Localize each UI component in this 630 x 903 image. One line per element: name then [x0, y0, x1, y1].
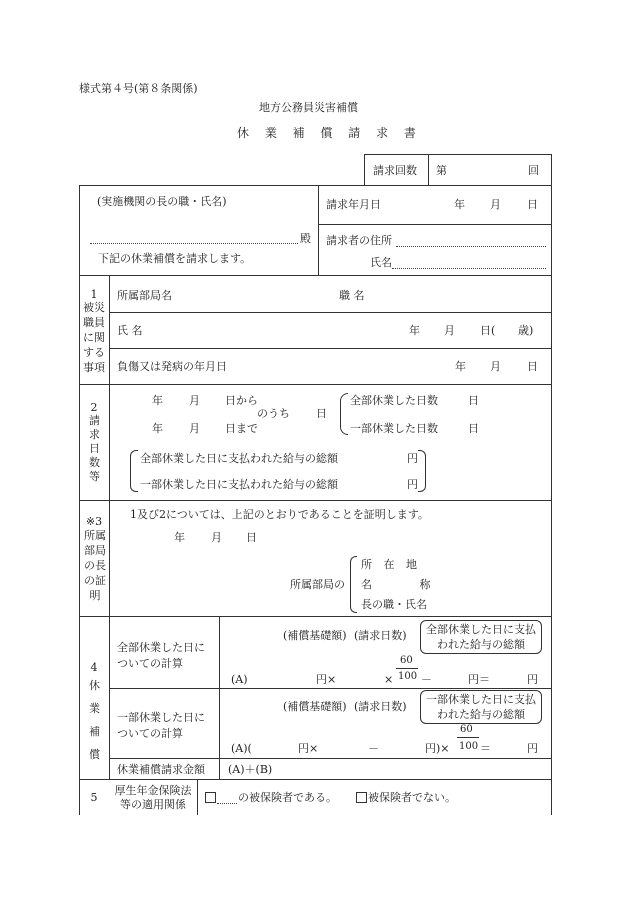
sec1-num: 1 — [90, 288, 98, 301]
to-year: 年 — [152, 422, 163, 435]
partial-a-open: (A)( — [231, 742, 252, 755]
from-month: 月 — [189, 394, 200, 407]
full-yen-x: 円× — [316, 673, 337, 686]
insurance-type-field[interactable] — [217, 803, 237, 804]
injury-date-label: 負傷又は発病の年月日 — [117, 360, 227, 373]
partial-minus: － — [368, 742, 379, 755]
cert-head: 長の職・氏名 — [361, 598, 427, 611]
requester-address-label: 請求者の住所 — [326, 234, 392, 247]
uchi-label: のうち — [257, 407, 290, 420]
full-num60: 60 — [400, 655, 413, 666]
from-year: 年 — [152, 394, 163, 407]
full-pay-yen: 円 — [407, 452, 418, 465]
sec2-title: 請求日数等 — [89, 414, 100, 483]
request-date-month: 月 — [490, 198, 501, 211]
form-number: 様式第４号(第８条関係) — [79, 82, 198, 95]
certification-text: 1及び2については、上記のとおりであることを証明します。 — [130, 508, 429, 521]
partial-yen: 円 — [527, 742, 538, 755]
injury-month: 月 — [490, 360, 501, 373]
cert-year: 年 — [174, 531, 185, 544]
partial-eq: ＝ — [480, 742, 491, 755]
request-count-label: 請求回数 — [373, 164, 417, 177]
full-x: × — [384, 673, 394, 686]
birth-year: 年 — [409, 324, 420, 337]
not-insured-label: 被保険者でない。 — [368, 791, 456, 804]
partial-pay-box: 一部休業した日に支払われた給与の総額 — [426, 693, 536, 721]
request-date-label: 請求年月日 — [326, 198, 381, 211]
request-date-day: 日 — [527, 198, 538, 211]
requester-name-field[interactable] — [392, 268, 546, 269]
full-den100: 100 — [398, 671, 418, 682]
sec4-num: 4 — [90, 661, 98, 674]
request-count-dai: 第 — [436, 164, 447, 177]
sec3-num: ※3 — [85, 515, 103, 528]
full-yen-eq: 円＝ — [468, 673, 490, 686]
victim-name-label: 氏 名 — [117, 324, 143, 337]
cert-day: 日 — [246, 531, 257, 544]
partial-num60: 60 — [460, 724, 473, 735]
insured-label: の被保険者である。 — [238, 791, 337, 804]
insured-checkbox[interactable] — [205, 792, 216, 803]
partial-yen-x: 円× — [298, 742, 319, 755]
cert-address: 所 在 地 — [361, 558, 421, 571]
statement: 下記の休業補償を請求します。 — [98, 252, 252, 265]
sec1-title: 被災職員に関する事項 — [83, 301, 105, 374]
partial-calc-label: 一部休業した日についての計算 — [117, 711, 205, 740]
requester-name-label: 氏名 — [370, 256, 392, 269]
cert-month: 月 — [211, 531, 222, 544]
requester-address-field[interactable] — [396, 246, 546, 247]
injury-year: 年 — [455, 360, 466, 373]
position-label: 職 名 — [339, 289, 365, 302]
total-formula: (A)＋(B) — [228, 763, 273, 776]
partial-pay-yen: 円 — [407, 478, 418, 491]
request-count-kai: 回 — [528, 164, 539, 177]
dono: 殿 — [300, 232, 311, 245]
to-month: 月 — [189, 422, 200, 435]
page-title: 休 業 補 償 請 求 書 — [237, 126, 422, 140]
sec5-title: 厚生年金保険法等の適用関係 — [114, 784, 192, 811]
partial-days-label-2: (請求日数) — [354, 700, 407, 713]
issuer-title: 地方公務員災害補償 — [259, 101, 358, 114]
from-label: 日から — [225, 394, 258, 407]
addressee-label: (実施機関の長の職・氏名) — [97, 195, 227, 208]
full-days-label: 全部休業した日数 — [350, 394, 438, 407]
sec3-title: 所属部局の長の証明 — [84, 529, 106, 602]
full-base-label: (補償基礎額) — [283, 629, 347, 642]
sec4-title: 休業補償 — [89, 679, 100, 761]
partial-yen-close-x: 円)× — [425, 742, 450, 755]
full-calc-label: 全部休業した日についての計算 — [117, 641, 205, 670]
period-days: 日 — [316, 407, 327, 420]
cert-name: 名 称 — [361, 578, 453, 591]
dept-label: 所属部局名 — [117, 289, 172, 302]
total-label: 休業補償請求金額 — [117, 763, 205, 776]
birth-day: 日( — [480, 324, 496, 337]
partial-base-label: (補償基礎額) — [283, 700, 347, 713]
full-days-label-2: (請求日数) — [354, 629, 407, 642]
sec2-num: 2 — [90, 401, 98, 414]
dept-head-label: 所属部局の — [290, 578, 345, 591]
full-pay-label: 全部休業した日に支払われた給与の総額 — [140, 452, 338, 465]
not-insured-checkbox[interactable] — [356, 792, 367, 803]
birth-month: 月 — [444, 324, 455, 337]
sec5-num: 5 — [90, 791, 98, 804]
age: 歳) — [518, 324, 534, 337]
partial-pay-label: 一部休業した日に支払われた給与の総額 — [140, 478, 338, 491]
partial-den100: 100 — [459, 741, 479, 752]
full-pay-box: 全部休業した日に支払われた給与の総額 — [426, 623, 536, 651]
full-yen: 円 — [527, 673, 538, 686]
partial-days-label: 一部休業した日数 — [350, 422, 438, 435]
to-label: 日まで — [225, 422, 258, 435]
full-minus: － — [421, 673, 432, 686]
addressee-field[interactable] — [90, 243, 298, 244]
request-date-year: 年 — [454, 198, 465, 211]
full-a: (A) — [231, 673, 248, 686]
injury-day: 日 — [527, 360, 538, 373]
partial-days-unit: 日 — [468, 422, 479, 435]
full-days-unit: 日 — [468, 394, 479, 407]
